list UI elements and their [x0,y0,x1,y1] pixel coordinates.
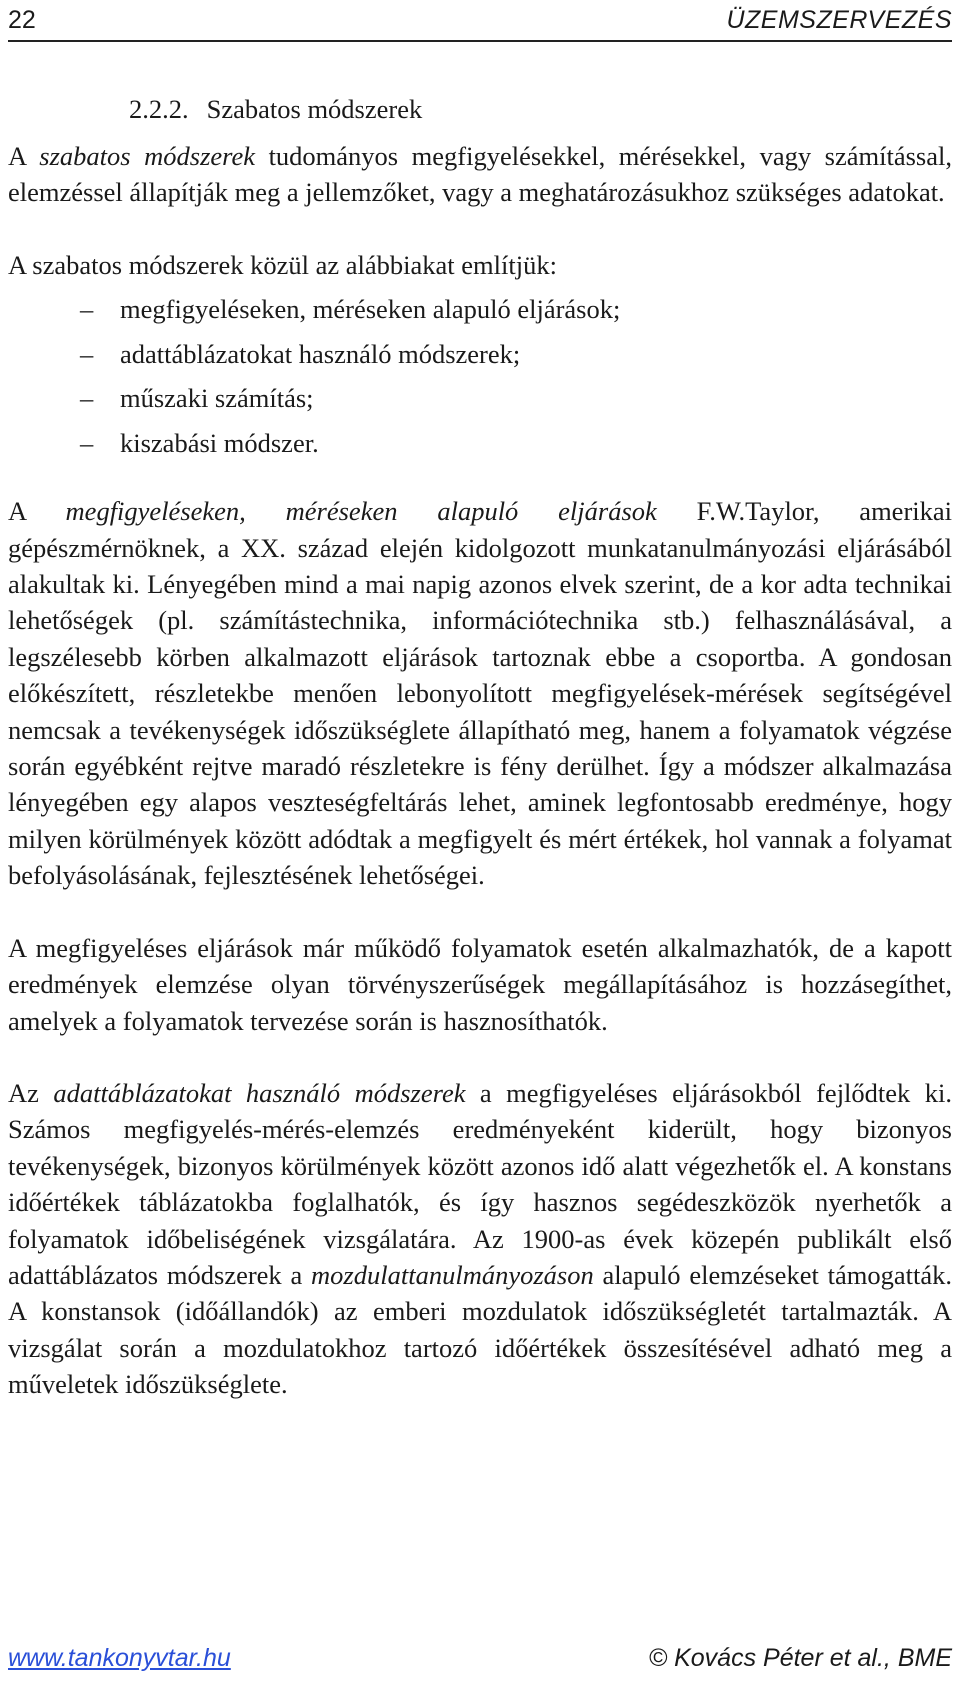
text-run: A [8,496,66,527]
list-item-text: műszaki számítás; [120,383,314,414]
list-item-text: adattáblázatokat használó módszerek; [120,338,521,369]
list-item-text: megfigyeléseken, méréseken alapuló eljárások; [120,294,621,325]
paragraph-intro [8,138,952,211]
text-run: a megfigyeléses eljárásokból fejlődtek ki. Számos megfigyelés-mérés-elemzés eredményeként kiderült, hogy bizonyos tevékenységek, bizonyos körülmények között azonos idő alatt végezhetők el. A konstans időértékek táblázatokba foglalhatók, és így hasznos segédeszközök nyerhetők a folyamatok időbeliségének vizsgálatára. Az 1900-as évek közepén publikált első adattáblázatos módszerek a [8,1077,952,1290]
dash-bullet: – [80,383,94,414]
text-run: Az [8,1077,54,1108]
text-run: tudományos megfigyelésekkel, mérésekkel, vagy számítással, elemzéssel állapítják meg a jellemzőket, vagy a meghatározásukhoz szükséges adatokat. [8,141,952,208]
emphasis-term: adattáblázatokat használó módszerek [53,1077,466,1108]
methods-list [8,287,952,465]
list-item [8,287,952,332]
text-run: A [8,141,40,171]
copyright-notice: © Kovács Péter et al., BME [648,1644,952,1672]
emphasis-term: megfigyeléseken, méréseken alapuló eljárások [65,496,657,527]
list-item-text: kiszabási módszer. [120,427,319,458]
paragraph-observation-methods [8,493,952,893]
paragraph-applicability: A megfigyeléses eljárások már működő folyamatok esetén alkalmazhatók, de a kapott eredmények elemzése olyan törvényszerűségek megállapításához is hozzásegíthet, amelyek a folyamatok tervezése során is hasznosíthatók. [8,932,952,1036]
dash-bullet: – [80,338,94,369]
section-number: 2.2.2. [129,94,189,124]
emphasis-term: mozdulattanulmányozáson [311,1259,594,1290]
dash-bullet: – [80,427,94,458]
website-link[interactable]: www.tankonyvtar.hu [8,1644,231,1672]
list-item [8,332,952,377]
dash-bullet: – [80,294,94,325]
text-run: F.W.Taylor, amerikai gépészmérnöknek, a XX. század elején kidolgozott munkatanulmányozási eljárásából alakultak ki. Lényegében mind a mai napig azonos elvek szerint, de a kor adta technikai lehetőségek (pl. számítástechnika, információtechnika stb.) felhasználásával, a legszélesebb körben alkalmazott eljárások tartoznak ebbe a csoportba. A gondosan előkészített, részletekbe menően lebonyolított megfigyelések-mérések segítségével nemcsak a tevékenységek időszükséglete állapítható meg, hanem a folyamatok végzése során egyébként rejtve maradó részletekre is fény derülhet. Így a módszer alkalmazása lényegében egy alapos veszteségfeltárás lehet, aminek legfontosabb eredménye, hogy milyen körülmények között adódtak a megfigyelt és mért értékek, hol vannak a folyamat befolyásolásának, fejlesztésének lehetőségei. [8,496,953,891]
list-item [8,421,952,466]
text-run: alapuló elemzéseket támogatták. A konstansok (időállandók) az emberi mozdulatok időszükségletét tartalmazták. A vizsgálat során a mozdulatokhoz tartozó időértékek összesítésével adható meg a műveletek időszükséglete. [8,1259,952,1400]
list-item [8,376,952,421]
paragraph-list-lead: A szabatos módszerek közül az alábbiakat említjük: [8,249,557,280]
page-body [8,94,952,1403]
section-heading [129,94,952,125]
paragraph-data-tables [8,1075,952,1403]
emphasis-term: szabatos módszerek [39,141,255,171]
section-title: Szabatos módszerek [206,94,423,124]
page-header [8,4,952,42]
running-title: ÜZEMSZERVEZÉS [726,6,952,34]
page-number: 22 [8,6,36,34]
page-footer [8,1644,952,1676]
